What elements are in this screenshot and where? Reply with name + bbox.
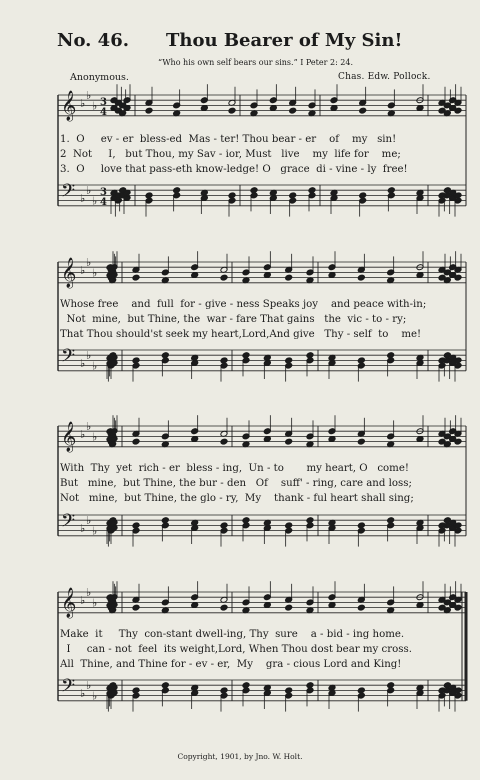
note-head — [285, 604, 293, 611]
copyright-notice: Copyright, 1901, by Jno. W. Holt. — [177, 752, 303, 761]
lyric-line: That Thou should'st seek my heart,Lord,And give Thy - self to me! — [60, 329, 422, 340]
flat-icon: ♭ — [86, 256, 92, 269]
flat-icon: ♭ — [92, 99, 98, 113]
time-signature: 4 — [100, 197, 107, 208]
flat-icon: ♭ — [86, 514, 92, 528]
lyric-line: 2 Not I, but Thou, my Sav - ior, Must live my life for me; — [60, 149, 401, 160]
flat-icon: ♭ — [86, 349, 92, 363]
flat-icon: ♭ — [86, 586, 92, 599]
flat-icon: ♭ — [92, 524, 98, 538]
lyric-line: With Thy yet rich - er bless - ing, Un - to my heart, O come! — [60, 463, 409, 474]
hymn-title: Thou Bearer of My Sin! — [166, 30, 403, 51]
note-head — [132, 438, 140, 445]
note-head — [145, 107, 153, 114]
flat-icon: ♭ — [80, 427, 86, 441]
note-head — [357, 604, 365, 611]
treble-clef-icon: 𝄞 — [61, 91, 77, 121]
lyric-line: All Thine, and Thine for - ev - er, My gra - cious Lord and King! — [60, 659, 402, 670]
time-signature: 4 — [100, 107, 107, 118]
lyric-line: Not mine, but Thine, the glo - ry, My thank - ful heart shall sing; — [60, 493, 414, 504]
note-head — [220, 438, 228, 445]
note-head — [289, 107, 297, 114]
note-head — [132, 604, 140, 611]
flat-icon: ♭ — [86, 184, 92, 198]
note-head — [220, 604, 228, 611]
flat-icon: ♭ — [80, 96, 86, 110]
lyricist-credit: Anonymous. — [70, 72, 129, 83]
bass-clef-icon: 𝄢 — [61, 511, 76, 536]
lyrics-system-4 — [60, 627, 460, 672]
flat-icon: ♭ — [86, 679, 92, 693]
note-head — [357, 274, 365, 281]
treble-clef-icon: 𝄞 — [61, 258, 77, 288]
note-head — [132, 274, 140, 281]
flat-icon: ♭ — [86, 420, 92, 433]
note-head — [228, 107, 236, 114]
lyric-line: But mine, but Thine, the bur - den Of suff' - ring, care and loss; — [60, 478, 412, 489]
treble-clef-icon: 𝄞 — [61, 422, 77, 452]
lyric-line: Not mine, but Thine, the war - fare That gains the vic - to - ry; — [60, 314, 407, 325]
flat-icon: ♭ — [92, 689, 98, 703]
flat-icon: ♭ — [92, 430, 98, 444]
scripture-reference: “Who his own self bears our sins.” I Peter 2: 24. — [158, 58, 354, 67]
flat-icon: ♭ — [86, 89, 92, 102]
note-head — [359, 107, 367, 114]
time-signature: 3 — [100, 187, 107, 198]
lyrics-system-1 — [60, 132, 460, 177]
note-head — [220, 274, 228, 281]
flat-icon: ♭ — [80, 522, 86, 535]
bass-clef-icon: 𝄢 — [61, 181, 76, 206]
note-head — [285, 274, 293, 281]
flat-icon: ♭ — [80, 263, 86, 277]
flat-icon: ♭ — [80, 192, 86, 205]
lyric-line: Whose free and full for - give - ness Speaks joy and peace with-in; — [60, 299, 427, 310]
time-signature: 3 — [100, 97, 107, 108]
lyrics-system-2 — [60, 297, 460, 342]
flat-icon: ♭ — [92, 596, 98, 610]
lyrics-system-3 — [60, 461, 460, 506]
flat-icon: ♭ — [92, 359, 98, 373]
bass-clef-icon: 𝄢 — [61, 676, 76, 701]
lyric-line: I can - not feel its weight,Lord, When Thou dost bear my cross. — [60, 644, 412, 655]
flat-icon: ♭ — [92, 266, 98, 280]
flat-icon: ♭ — [80, 357, 86, 370]
flat-icon: ♭ — [80, 687, 86, 700]
treble-clef-icon: 𝄞 — [61, 588, 77, 618]
note-head — [357, 438, 365, 445]
lyric-line: Make it Thy con-stant dwell-ing, Thy sure a - bid - ing home. — [60, 629, 405, 640]
hymn-number: No. 46. — [57, 30, 129, 51]
lyric-line: 1. O ev - er bless-ed Mas - ter! Thou bear - er of my sin! — [60, 134, 397, 145]
lyric-line: 3. O love that pass-eth know-ledge! O grace di - vine - ly free! — [60, 164, 408, 175]
composer-credit: Chas. Edw. Pollock. — [338, 72, 431, 82]
bass-clef-icon: 𝄢 — [61, 346, 76, 371]
flat-icon: ♭ — [92, 194, 98, 208]
flat-icon: ♭ — [80, 593, 86, 607]
note-head — [285, 438, 293, 445]
